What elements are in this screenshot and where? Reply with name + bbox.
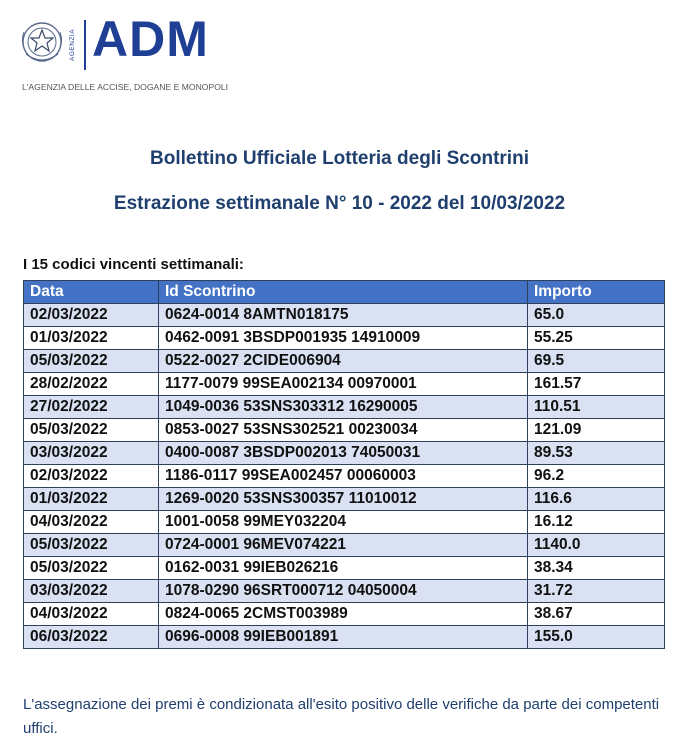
cell-data: 04/03/2022: [24, 603, 159, 626]
cell-importo: 69.5: [528, 350, 665, 373]
brand-subtitle: L'AGENZIA DELLE ACCISE, DOGANE E MONOPOLI: [22, 82, 229, 92]
table-row: [24, 419, 665, 442]
table-row: [24, 465, 665, 488]
table-row: [24, 350, 665, 373]
table-header-row: [24, 281, 665, 304]
header-id-scontrino: Id Scontrino: [159, 281, 528, 304]
cell-data: 01/03/2022: [24, 327, 159, 350]
table-row: [24, 373, 665, 396]
cell-id-scontrino: 0724-0001 96MEV074221: [159, 534, 528, 557]
cell-importo: 89.53: [528, 442, 665, 465]
table-row: [24, 626, 665, 649]
table-row: [24, 603, 665, 626]
cell-id-scontrino: 0624-0014 8AMTN018175: [159, 304, 528, 327]
cell-id-scontrino: 1049-0036 53SNS303312 16290005: [159, 396, 528, 419]
table-row: [24, 511, 665, 534]
header-data: Data: [24, 281, 159, 304]
cell-id-scontrino: 0162-0031 99IEB026216: [159, 557, 528, 580]
cell-data: 06/03/2022: [24, 626, 159, 649]
cell-data: 02/03/2022: [24, 465, 159, 488]
cell-id-scontrino: 1269-0020 53SNS300357 11010012: [159, 488, 528, 511]
table-row: [24, 534, 665, 557]
table-row: [24, 442, 665, 465]
cell-id-scontrino: 1078-0290 96SRT000712 04050004: [159, 580, 528, 603]
cell-id-scontrino: 1186-0117 99SEA002457 00060003: [159, 465, 528, 488]
cell-data: 05/03/2022: [24, 534, 159, 557]
cell-data: 01/03/2022: [24, 488, 159, 511]
cell-id-scontrino: 0462-0091 3BSDP001935 14910009: [159, 327, 528, 350]
cell-importo: 1140.0: [528, 534, 665, 557]
cell-id-scontrino: 0400-0087 3BSDP002013 74050031: [159, 442, 528, 465]
cell-importo: 116.6: [528, 488, 665, 511]
italian-emblem-icon: [20, 18, 64, 66]
table-row: [24, 327, 665, 350]
cell-importo: 31.72: [528, 580, 665, 603]
cell-importo: 38.34: [528, 557, 665, 580]
cell-importo: 161.57: [528, 373, 665, 396]
page-title: Bollettino Ufficiale Lotteria degli Scontrini: [150, 148, 529, 169]
cell-data: 28/02/2022: [24, 373, 159, 396]
cell-importo: 38.67: [528, 603, 665, 626]
cell-id-scontrino: 0522-0027 2CIDE006904: [159, 350, 528, 373]
table-row: [24, 488, 665, 511]
table-row: [24, 557, 665, 580]
cell-data: 02/03/2022: [24, 304, 159, 327]
table-caption: I 15 codici vincenti settimanali:: [23, 256, 244, 273]
cell-data: 04/03/2022: [24, 511, 159, 534]
table-row: [24, 396, 665, 419]
cell-id-scontrino: 0853-0027 53SNS302521 00230034: [159, 419, 528, 442]
winners-table: [23, 280, 665, 649]
cell-importo: 16.12: [528, 511, 665, 534]
cell-data: 05/03/2022: [24, 557, 159, 580]
brand-divider: [84, 20, 86, 70]
cell-id-scontrino: 0824-0065 2CMST003989: [159, 603, 528, 626]
cell-id-scontrino: 1177-0079 99SEA002134 00970001: [159, 373, 528, 396]
brand-name: ADM: [92, 11, 209, 67]
table-row: [24, 580, 665, 603]
table-row: [24, 304, 665, 327]
cell-importo: 155.0: [528, 626, 665, 649]
cell-importo: 121.09: [528, 419, 665, 442]
brand-vertical-text: AGENZIA: [69, 28, 76, 62]
cell-id-scontrino: 0696-0008 99IEB001891: [159, 626, 528, 649]
header-importo: Importo: [528, 281, 665, 304]
cell-data: 03/03/2022: [24, 580, 159, 603]
cell-data: 05/03/2022: [24, 350, 159, 373]
cell-id-scontrino: 1001-0058 99MEY032204: [159, 511, 528, 534]
cell-importo: 96.2: [528, 465, 665, 488]
cell-importo: 110.51: [528, 396, 665, 419]
cell-importo: 65.0: [528, 304, 665, 327]
cell-importo: 55.25: [528, 327, 665, 350]
footer-note: L'assegnazione dei premi è condizionata all'esito positivo delle verifiche da parte dei competenti uffici.: [23, 696, 660, 737]
page-subtitle: Estrazione settimanale N° 10 - 2022 del 10/03/2022: [113, 193, 566, 214]
cell-data: 05/03/2022: [24, 419, 159, 442]
cell-data: 27/02/2022: [24, 396, 159, 419]
cell-data: 03/03/2022: [24, 442, 159, 465]
